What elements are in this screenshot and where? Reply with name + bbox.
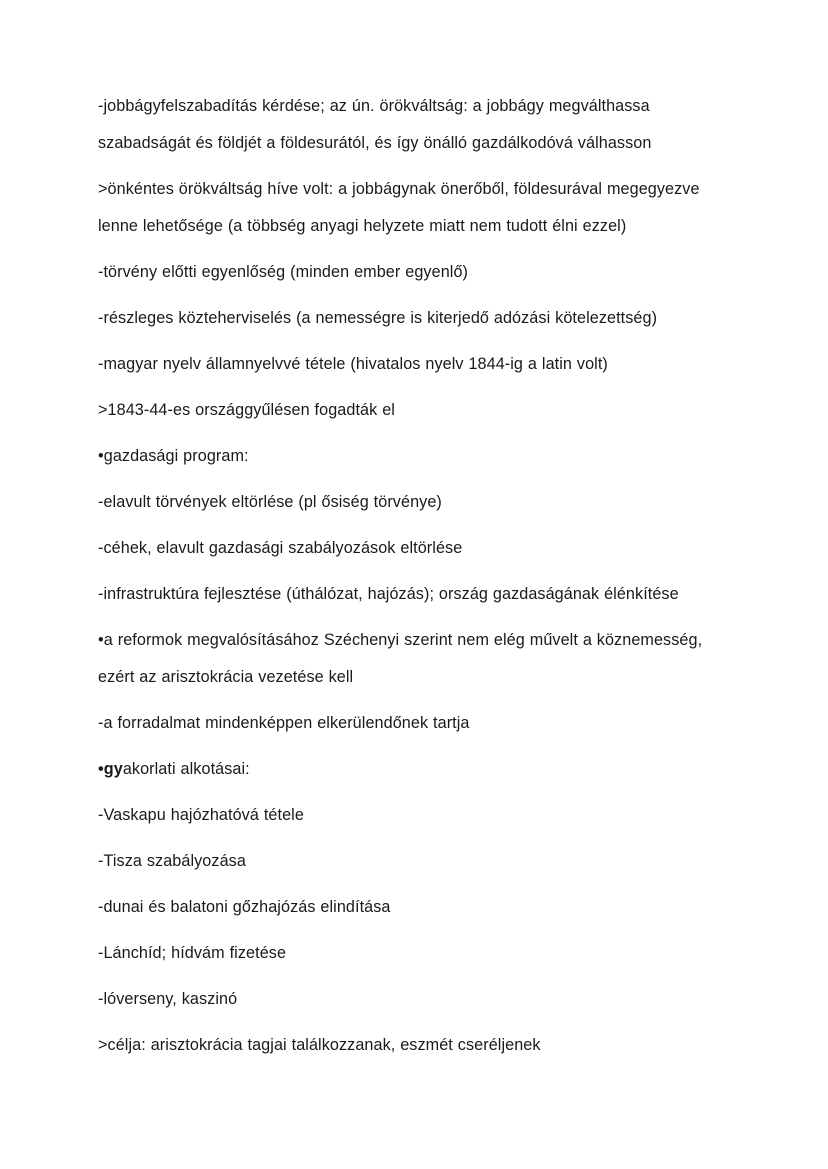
bold-prefix-gy: •gy [98, 760, 123, 778]
paragraph-tisza-szabalyozasa: -Tisza szabályozása [98, 852, 246, 870]
paragraph-vaskapu: -Vaskapu hajózhatóvá tétele [98, 806, 304, 824]
paragraph-jobbagyfelszabaditas: -jobbágyfelszabadítás kérdése; az ún. örökváltság: a jobbágy megválthassa szabadságát és földjét a földesurától, és így önálló gazdálkodóvá válhasson [98, 97, 652, 152]
paragraph-magyar-nyelv-allamnyelv: -magyar nyelv államnyelvvé tétele (hivatalos nyelv 1844-ig a latin volt) [98, 355, 608, 373]
paragraph-onkentes-orokvaltsag: >önkéntes örökváltság híve volt: a jobbágynak önerőből, földesurával megegyezve lenne lehetősége (a többség anyagi helyzete miatt nem tudott élni ezzel) [98, 180, 700, 235]
document-body [98, 88, 730, 1064]
paragraph-reszleges-kozteherviseles: -részleges közteherviselés (a nemességre is kiterjedő adózási kötelezettség) [98, 309, 658, 327]
paragraph-torveny-elotti-egyenloseg: -törvény előtti egyenlőség (minden ember egyenlő) [98, 263, 469, 281]
paragraph-gyakorlati-rest: akorlati alkotásai: [122, 760, 250, 778]
paragraph-loverseny-kaszino: -lóverseny, kaszinó [98, 990, 238, 1008]
paragraph-gozhajozas: -dunai és balatoni gőzhajózás elindítása [98, 898, 391, 916]
paragraph-reformok-arisztokracia: •a reformok megvalósításához Széchenyi szerint nem elég művelt a köznemesség, ezért az arisztokrácia vezetése kell [98, 631, 703, 686]
paragraph-gyakorlati-alkotasai [98, 751, 730, 788]
paragraph-elavult-torvenyek: -elavult törvények eltörlése (pl ősiség törvénye) [98, 493, 442, 511]
paragraph-cehek-eltorlese: -céhek, elavult gazdasági szabályozások eltörlése [98, 539, 463, 557]
paragraph-gazdasagi-program: •gazdasági program: [98, 447, 249, 465]
paragraph-lanchid: -Lánchíd; hídvám fizetése [98, 944, 287, 962]
paragraph-1843-44-orszaggyules: >1843-44-es országgyűlésen fogadták el [98, 401, 395, 419]
paragraph-celja-arisztokracia: >célja: arisztokrácia tagjai találkozzanak, eszmét cseréljenek [98, 1036, 541, 1054]
paragraph-infrastruktura-fejlesztese: -infrastruktúra fejlesztése (úthálózat, hajózás); ország gazdaságának élénkítése [98, 585, 679, 603]
paragraph-forradalmat-elkerulendonek: -a forradalmat mindenképpen elkerülendőnek tartja [98, 714, 470, 732]
